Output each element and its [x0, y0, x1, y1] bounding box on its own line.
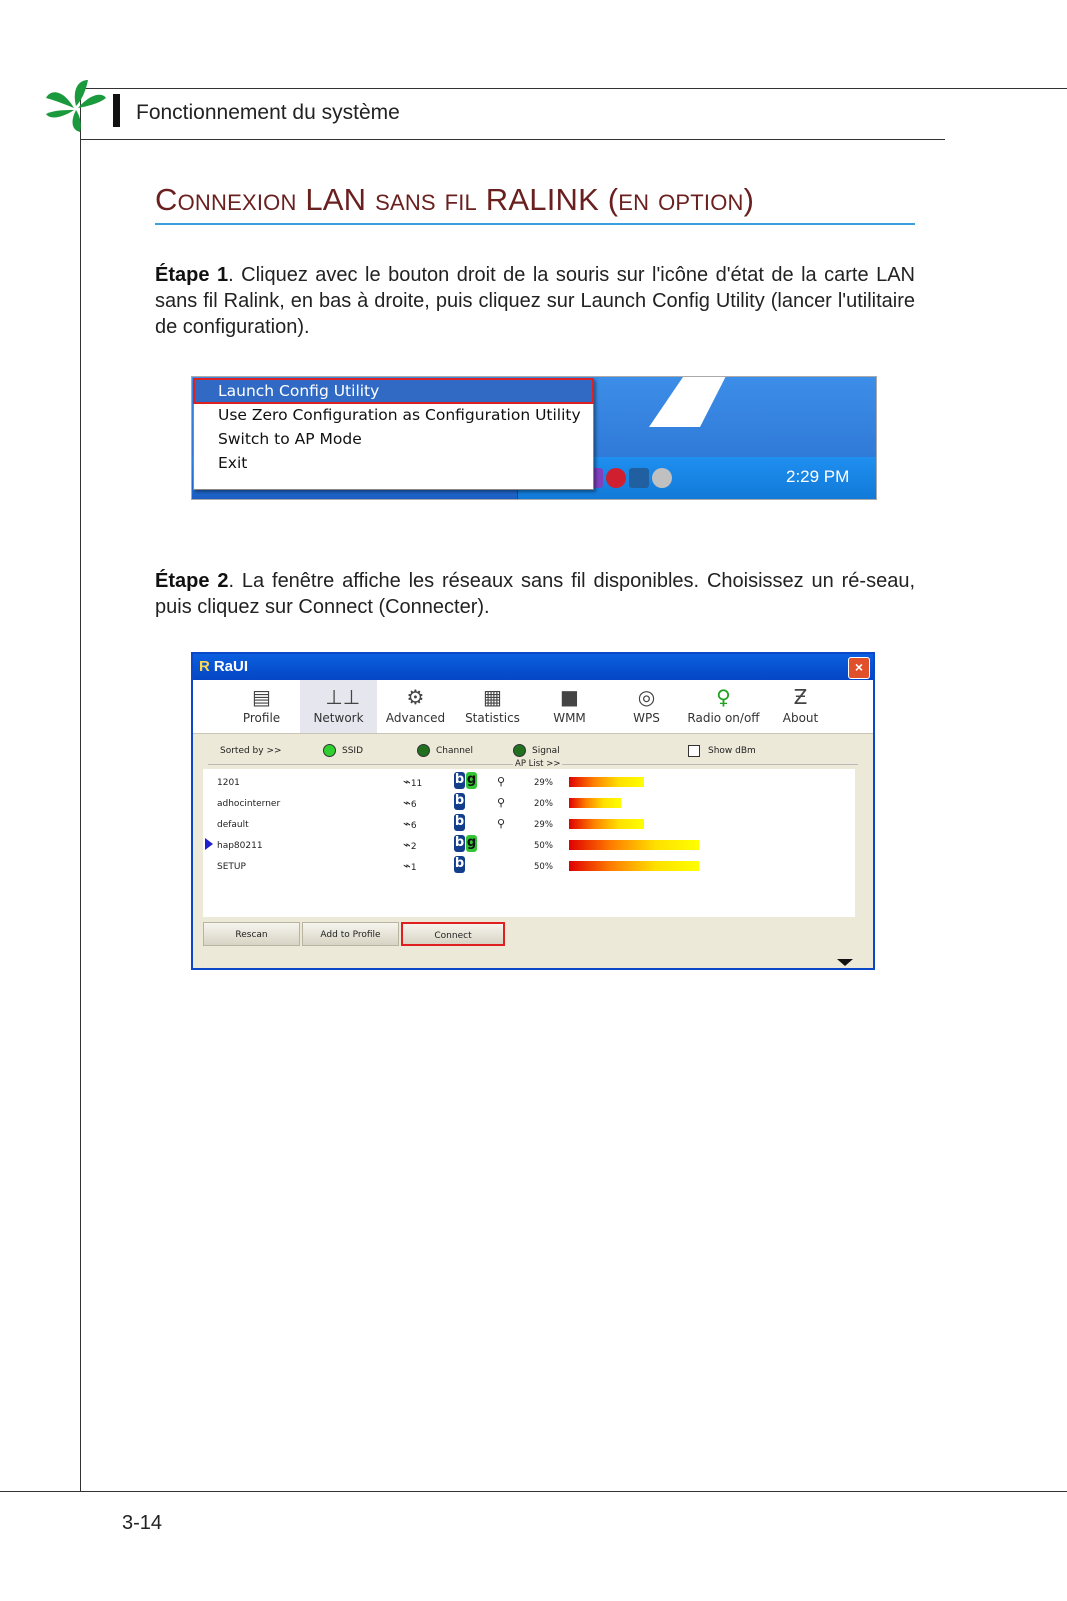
ap-channel-number: 2: [410, 842, 417, 852]
tab-about-label: About: [782, 711, 819, 725]
ap-channel: [403, 796, 417, 811]
tab-statistics[interactable]: [454, 680, 531, 733]
sort-signal-led[interactable]: [513, 744, 526, 757]
page-number: 3-14: [122, 1512, 163, 1534]
signal-bar: [569, 861, 699, 871]
profile-icon: ▤: [252, 685, 271, 709]
sorted-by-label: Sorted by >>: [220, 746, 282, 756]
raui-toolbar: [193, 680, 873, 734]
ap-channel-number: 6: [410, 821, 417, 831]
expand-arrow-icon[interactable]: [837, 959, 853, 966]
ap-type-icon: ⌁: [403, 817, 411, 832]
ap-signal-text: 20%: [534, 799, 553, 809]
tab-network-label: Network: [313, 711, 364, 725]
raui-button-row: [203, 922, 505, 946]
ap-ssid: default: [217, 820, 249, 830]
mode-b-badge: b: [454, 772, 465, 787]
step-2: [155, 568, 915, 620]
step-1-text: . Cliquez avec le bouton droit de la souris sur l'icône d'état de la carte LAN sans fil Ralink, en bas à droite, puis cliquez sur Launch Config Utility (lancer l'utilitaire de configuration).: [155, 264, 915, 338]
tab-statistics-label: Statistics: [465, 711, 520, 725]
ap-channel: [403, 817, 417, 832]
antenna-icon: ♀: [716, 685, 731, 709]
step-1: [155, 262, 915, 340]
tab-network[interactable]: [300, 680, 377, 733]
tab-advanced[interactable]: [377, 680, 454, 733]
signal-bar: [569, 798, 621, 808]
tab-advanced-label: Advanced: [385, 711, 446, 725]
step-2-label: Étape 2: [155, 570, 229, 592]
raui-app-icon: R: [199, 658, 210, 675]
security-tray-icon[interactable]: [606, 468, 626, 488]
msi-leaf-logo-icon: [44, 78, 108, 134]
ap-row[interactable]: [203, 792, 855, 813]
menu-item-zero-config[interactable]: Use Zero Configuration as Configuration Utility: [218, 406, 581, 424]
tab-wps-label: WPS: [633, 711, 660, 725]
menu-item-launch-config[interactable]: Launch Config Utility: [194, 379, 593, 403]
mode-b-badge: b: [454, 814, 465, 829]
sort-ssid-label[interactable]: SSID: [342, 746, 364, 756]
ap-channel-number: 11: [410, 779, 423, 789]
menu-item-exit[interactable]: Exit: [218, 454, 248, 472]
ap-type-icon: ⌁: [403, 859, 411, 874]
sort-channel-led[interactable]: [417, 744, 430, 757]
ap-ssid: SETUP: [217, 862, 246, 872]
key-icon: ⚲: [497, 775, 506, 788]
mode-g-badge: g: [466, 835, 477, 850]
ap-row[interactable]: [203, 771, 855, 792]
ap-channel: [403, 775, 422, 790]
tab-about[interactable]: [762, 680, 839, 733]
signal-bar: [569, 840, 699, 850]
ap-ssid: 1201: [217, 778, 240, 788]
ap-ssid: hap80211: [217, 841, 263, 851]
ap-type-icon: ⌁: [403, 796, 411, 811]
context-menu-screenshot: [191, 376, 877, 500]
selected-pointer-icon: [205, 838, 213, 850]
tab-radio-label: Radio on/off: [687, 711, 760, 725]
ap-type-icon: ⌁: [403, 775, 411, 790]
monitor-tray-icon[interactable]: [629, 468, 649, 488]
top-rule: [80, 88, 1067, 89]
header-bar: [113, 94, 120, 127]
show-dbm-label: Show dBm: [708, 746, 756, 756]
tab-profile[interactable]: [223, 680, 300, 733]
tab-wmm-label: WMM: [553, 711, 586, 725]
router-icon: ⊥⊥: [325, 685, 361, 709]
qos-icon: ■: [560, 685, 579, 709]
mode-b-badge: b: [454, 793, 465, 808]
ap-signal-text: 50%: [534, 862, 553, 872]
header-title: Fonctionnement du système: [136, 101, 400, 124]
sort-signal-label[interactable]: Signal: [532, 746, 560, 756]
ap-row[interactable]: [203, 855, 855, 876]
show-dbm-checkbox[interactable]: [688, 745, 700, 757]
raui-titlebar: [193, 654, 873, 680]
ap-channel: [403, 859, 417, 874]
about-logo-icon: Ƶ: [793, 685, 808, 709]
sort-channel-label[interactable]: Channel: [436, 746, 473, 756]
header-separator: [80, 139, 945, 140]
ap-channel: [403, 838, 417, 853]
add-to-profile-button[interactable]: Add to Profile: [302, 922, 399, 946]
raui-title-text: RaUI: [213, 658, 249, 675]
raui-window: [191, 652, 875, 970]
ap-ssid: adhocinterner: [217, 799, 281, 809]
left-rule: [80, 88, 81, 1491]
tab-wmm[interactable]: [531, 680, 608, 733]
wps-icon: ◎: [637, 685, 656, 709]
signal-bar: [569, 819, 644, 829]
context-menu: [193, 378, 594, 490]
ap-type-icon: ⌁: [403, 838, 411, 853]
tab-radio[interactable]: [685, 680, 762, 733]
ap-row[interactable]: [203, 813, 855, 834]
key-icon: ⚲: [497, 796, 506, 809]
key-icon: ⚲: [497, 817, 506, 830]
ap-channel-number: 6: [410, 800, 417, 810]
step-1-label: Étape 1: [155, 264, 229, 286]
sort-bar: [193, 734, 873, 768]
rescan-button[interactable]: Rescan: [203, 922, 300, 946]
tab-wps[interactable]: [608, 680, 685, 733]
step-2-text: . La fenêtre affiche les réseaux sans fil disponibles. Choisissez un ré-seau, puis cliquez sur Connect (Connecter).: [155, 570, 915, 618]
ap-row[interactable]: [203, 834, 855, 855]
ap-list-label: AP List >>: [515, 759, 561, 769]
ap-signal-text: 29%: [534, 778, 553, 788]
tab-profile-label: Profile: [242, 711, 281, 725]
mode-b-badge: b: [454, 856, 465, 871]
ap-channel-number: 1: [410, 863, 417, 873]
connect-button[interactable]: Connect: [401, 922, 505, 946]
signal-bar: [569, 777, 644, 787]
section-title: Connexion LAN sans fil RALINK (en option): [155, 180, 915, 225]
menu-item-ap-mode[interactable]: Switch to AP Mode: [218, 430, 362, 448]
statistics-icon: ▦: [483, 685, 502, 709]
sort-ssid-led[interactable]: [323, 744, 336, 757]
ap-list: [203, 769, 855, 917]
tools-tray-icon[interactable]: [652, 468, 672, 488]
ap-signal-text: 50%: [534, 841, 553, 851]
mode-b-badge: b: [454, 835, 465, 850]
mode-g-badge: g: [466, 772, 477, 787]
gears-icon: ⚙: [406, 685, 425, 709]
ap-signal-text: 29%: [534, 820, 553, 830]
close-button[interactable]: ×: [848, 657, 870, 679]
bottom-rule: [0, 1491, 1067, 1492]
taskbar-clock: 2:29 PM: [786, 467, 850, 486]
